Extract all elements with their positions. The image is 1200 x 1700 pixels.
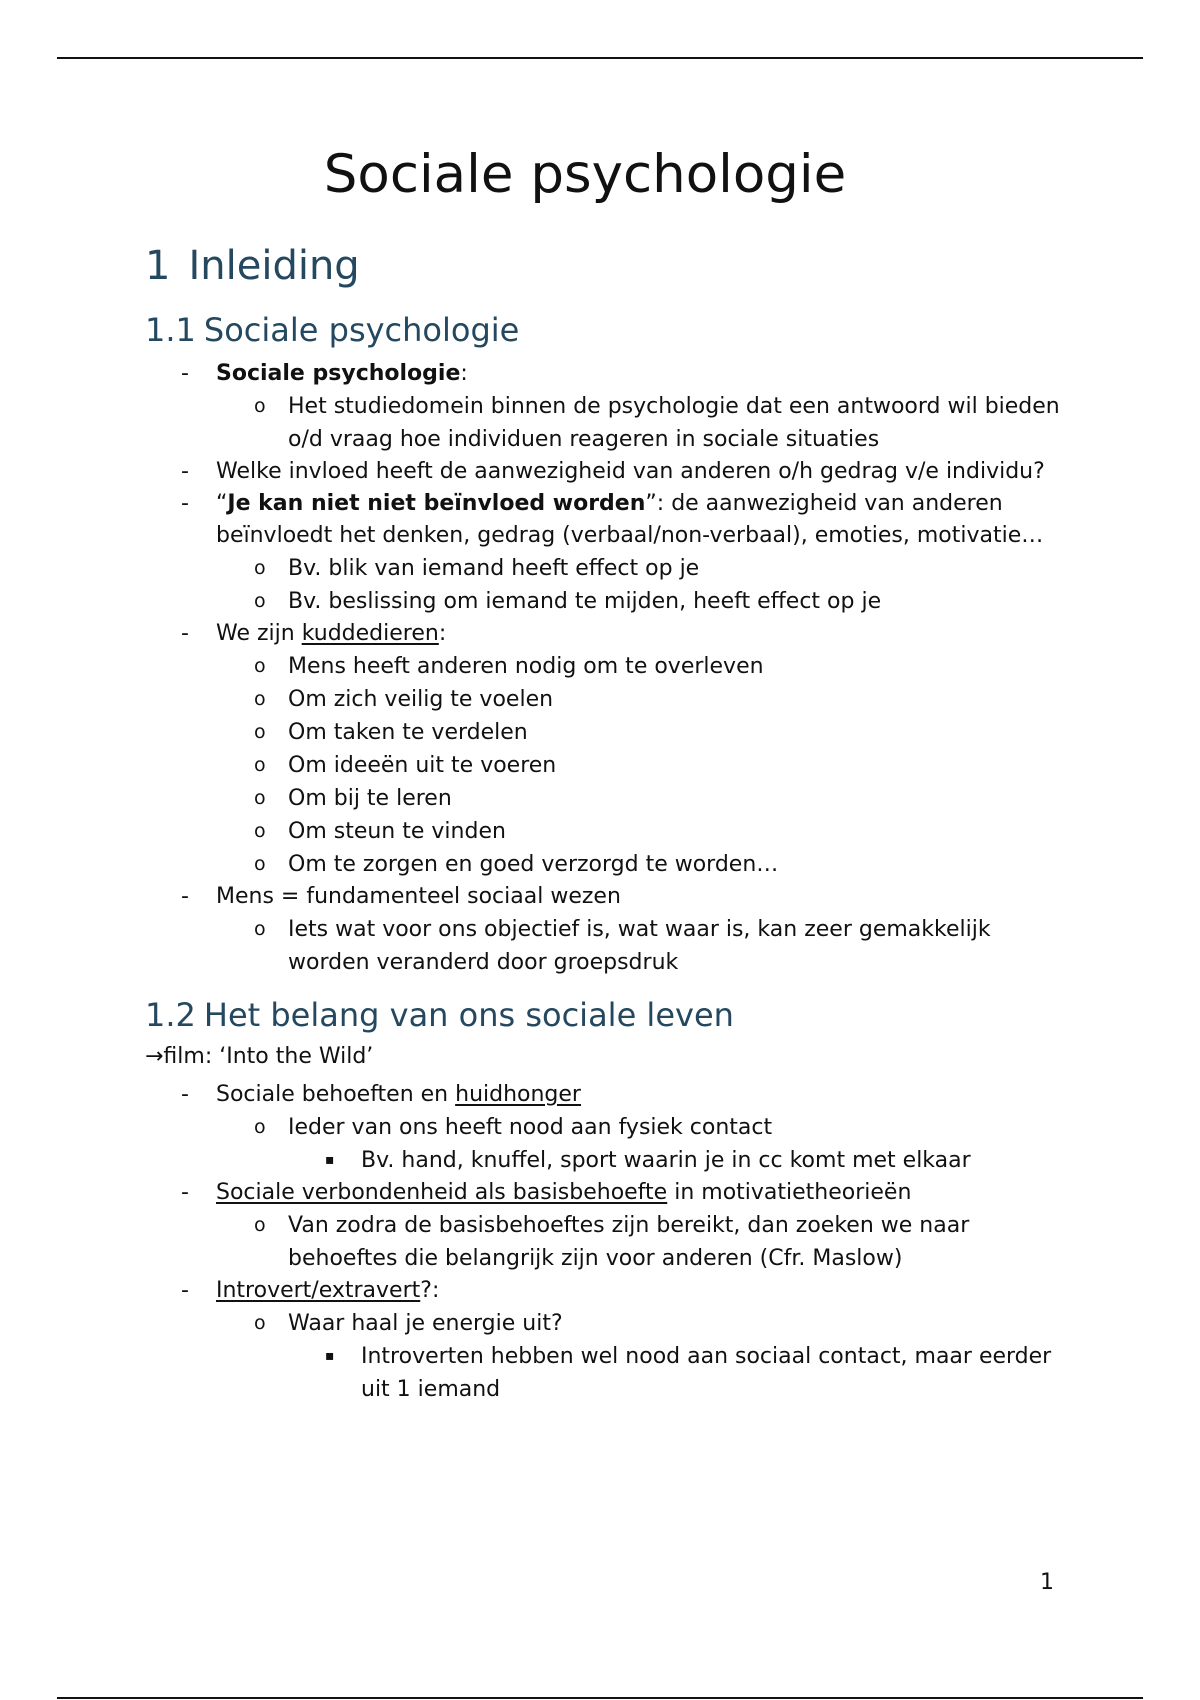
header-rule <box>57 57 1143 59</box>
square-marker: ▪ <box>325 1348 335 1364</box>
bullet-list-section-1-2 <box>145 1079 1065 1406</box>
dash-marker: - <box>181 1082 189 1107</box>
section-number: 1.1 <box>145 311 196 349</box>
circle-marker: o <box>254 395 266 417</box>
circle-marker: o <box>254 853 266 875</box>
sub-sub-list <box>288 1340 1065 1406</box>
list-text: Waar haal je energie uit? <box>288 1311 563 1336</box>
dash-marker: - <box>181 459 189 484</box>
bullet-list-section-1-1 <box>145 358 1065 979</box>
sub-list-item <box>145 782 1065 815</box>
sub-sub-list-item <box>145 1340 1065 1406</box>
circle-marker: o <box>254 688 266 710</box>
sub-list-item <box>145 848 1065 881</box>
dash-marker: - <box>181 884 189 909</box>
dash-marker: - <box>181 1278 189 1303</box>
underlined-term: Introvert/extravert <box>216 1278 421 1303</box>
circle-marker: o <box>254 721 266 743</box>
list-text: Om ideeën uit te voeren <box>288 753 557 778</box>
document-title: Sociale psychologie <box>323 144 847 205</box>
sub-list-item <box>145 650 1065 683</box>
bold-term: Sociale psychologie <box>216 361 461 386</box>
list-text: : <box>438 621 447 646</box>
sub-list <box>216 1307 1065 1406</box>
list-text: Bv. hand, knuffel, sport waarin je in cc komt met elkaar <box>361 1148 971 1173</box>
list-text: Van zodra de basisbehoeftes zijn bereikt, dan zoeken we naar behoeftes die belangrijk zijn voor anderen (Cfr. Maslow) <box>288 1213 970 1271</box>
footer-rule <box>57 1697 1143 1699</box>
sub-list-item <box>145 552 1065 585</box>
circle-marker: o <box>254 1312 266 1334</box>
document-page <box>145 140 1065 1406</box>
underlined-term: huidhonger <box>455 1082 581 1107</box>
page-number: 1 <box>1040 1570 1054 1595</box>
sub-list-item <box>145 913 1065 979</box>
sub-list <box>216 390 1065 456</box>
section-number: 1.2 <box>145 996 196 1034</box>
sub-list-item <box>145 716 1065 749</box>
sub-list <box>216 1209 1065 1275</box>
list-text: Ieder van ons heeft nood aan fysiek contact <box>288 1115 773 1140</box>
circle-marker: o <box>254 820 266 842</box>
list-text: Om steun te vinden <box>288 819 506 844</box>
square-marker: ▪ <box>325 1152 335 1168</box>
underlined-term: kuddedieren <box>301 621 439 646</box>
list-text: Mens = fundamenteel sociaal wezen <box>216 884 621 909</box>
sub-list <box>216 1111 1065 1177</box>
section-heading-1-1 <box>145 308 1065 352</box>
list-text: Bv. blik van iemand heeft effect op je <box>288 556 700 581</box>
list-text: Om te zorgen en goed verzorgd te worden… <box>288 852 779 877</box>
list-text: Mens heeft anderen nodig om te overleven <box>288 654 764 679</box>
quote-mark: “ <box>216 491 228 516</box>
chapter-heading <box>145 240 1065 292</box>
section-label: Sociale psychologie <box>203 311 520 349</box>
sub-list-item <box>145 585 1065 618</box>
dash-marker: - <box>181 1180 189 1205</box>
chapter-label: Inleiding <box>188 243 360 289</box>
sub-list-item <box>145 1111 1065 1177</box>
list-item <box>145 488 1065 618</box>
circle-marker: o <box>254 557 266 579</box>
sub-list-item <box>145 815 1065 848</box>
circle-marker: o <box>254 590 266 612</box>
list-text: Bv. beslissing om iemand te mijden, heeft effect op je <box>288 589 882 614</box>
dash-marker: - <box>181 491 189 516</box>
circle-marker: o <box>254 1116 266 1138</box>
sub-list-item <box>145 390 1065 456</box>
list-text: ”: de aanwezigheid van anderen beïnvloedt het denken, gedrag (verbaal/non-verbaal), emoties, motivatie… <box>216 491 1044 548</box>
list-item <box>145 618 1065 881</box>
list-text: ?: <box>420 1278 440 1303</box>
sub-list-item <box>145 1307 1065 1406</box>
circle-marker: o <box>254 787 266 809</box>
list-text: Iets wat voor ons objectief is, wat waar is, kan zeer gemakkelijk worden veranderd door groepsdruk <box>288 917 991 975</box>
film-note: →film: ‘Into the Wild’ <box>145 1044 374 1069</box>
sub-list-item <box>145 1209 1065 1275</box>
circle-marker: o <box>254 754 266 776</box>
sub-list <box>216 650 1065 881</box>
sub-list <box>216 913 1065 979</box>
circle-marker: o <box>254 1214 266 1236</box>
sub-sub-list-item <box>145 1144 1065 1177</box>
chapter-number: 1 <box>145 243 171 289</box>
circle-marker: o <box>254 655 266 677</box>
dash-marker: - <box>181 361 189 386</box>
sub-list-item <box>145 683 1065 716</box>
list-text: Sociale behoeften en <box>216 1082 456 1107</box>
sub-sub-list <box>288 1144 1065 1177</box>
list-text: in motivatietheorieën <box>667 1180 912 1205</box>
list-item <box>145 1177 1065 1275</box>
dash-marker: - <box>181 621 189 646</box>
list-text: Om zich veilig te voelen <box>288 687 554 712</box>
sub-list-item <box>145 749 1065 782</box>
list-item <box>145 358 1065 456</box>
list-text: : <box>460 361 468 386</box>
list-text: We zijn <box>216 621 302 646</box>
section-label: Het belang van ons sociale leven <box>203 996 734 1034</box>
sub-list <box>216 552 1065 618</box>
list-item <box>145 881 1065 979</box>
list-item <box>145 1079 1065 1177</box>
list-text: Om bij te leren <box>288 786 452 811</box>
list-text: Welke invloed heeft de aanwezigheid van anderen o/h gedrag v/e individu? <box>216 459 1045 484</box>
underlined-term: Sociale verbondenheid als basisbehoefte <box>216 1180 668 1205</box>
list-text: Het studiedomein binnen de psychologie dat een antwoord wil bieden o/d vraag hoe individuen reageren in sociale situaties <box>288 394 1060 452</box>
circle-marker: o <box>254 918 266 940</box>
list-item <box>145 1275 1065 1406</box>
list-text: Om taken te verdelen <box>288 720 528 745</box>
list-item <box>145 456 1065 488</box>
bold-quote: Je kan niet niet beïnvloed worden <box>227 491 646 516</box>
section-heading-1-2 <box>145 993 1065 1037</box>
list-text: Introverten hebben wel nood aan sociaal contact, maar eerder uit 1 iemand <box>361 1344 1052 1402</box>
